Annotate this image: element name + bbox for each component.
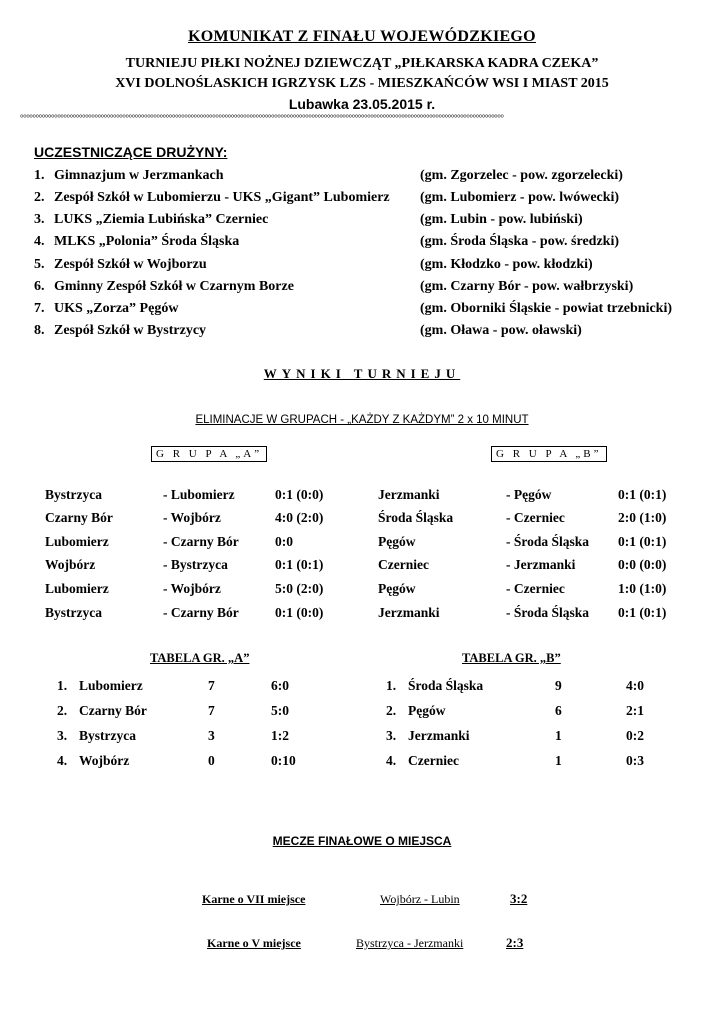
team-location: (gm. Lubomierz - pow. lwówecki) xyxy=(420,190,620,205)
match-home-team: Bystrzyca xyxy=(45,487,102,502)
match-away-team: - Jerzmanki xyxy=(506,557,576,572)
team-name: UKS „Zorza” Pęgów xyxy=(54,301,179,316)
match-home-team: Środa Śląska xyxy=(378,510,454,525)
final-match: Bystrzyca - Jerzmanki xyxy=(356,936,464,950)
team-name: Zespół Szkół w Lubomierzu - UKS „Gigant” Lubomierz xyxy=(54,190,390,205)
team-name: Zespół Szkół w Bystrzycy xyxy=(54,323,207,338)
tournament-name: TURNIEJU PIŁKI NOŻNEJ DZIEWCZĄT „PIŁKARSKA KADRA CZEKA” xyxy=(125,56,599,71)
match-away-team: - Lubomierz xyxy=(163,487,235,502)
elimination-heading: ELIMINACJE W GRUPACH - „KAŻDY Z KAŻDYM” 2 x 10 MINUT xyxy=(195,414,529,426)
table-goals: 1:2 xyxy=(271,728,289,743)
team-number: 3. xyxy=(34,212,45,227)
final-label: Karne o V miejsce xyxy=(207,936,301,950)
table-team: Jerzmanki xyxy=(408,728,470,743)
table-team: Lubomierz xyxy=(79,678,143,693)
match-away-team: - Bystrzyca xyxy=(163,557,228,572)
match-score: 0:1 (0:1) xyxy=(618,605,667,620)
team-name: Gminny Zespół Szkół w Czarnym Borze xyxy=(54,279,294,294)
match-score: 1:0 (1:0) xyxy=(618,581,667,596)
match-score: 0:1 (0:0) xyxy=(275,487,324,502)
team-name: MLKS „Polonia” Środa Śląska xyxy=(54,234,240,249)
match-score: 0:0 (0:0) xyxy=(618,557,667,572)
team-name: LUKS „Ziemia Lubińska” Czerniec xyxy=(54,212,269,227)
match-home-team: Pęgów xyxy=(378,581,416,596)
team-name: Gimnazjum w Jerzmankach xyxy=(54,168,224,183)
table-goals: 0:2 xyxy=(626,728,644,743)
match-score: 0:1 (0:1) xyxy=(618,487,667,502)
match-home-team: Jerzmanki xyxy=(378,487,440,502)
match-away-team: - Wojbórz xyxy=(163,510,221,525)
table-points: 0 xyxy=(208,753,215,768)
match-score: 0:1 (0:0) xyxy=(275,605,324,620)
match-score: 2:0 (1:0) xyxy=(618,510,667,525)
team-number: 8. xyxy=(34,323,45,338)
table-a-heading: TABELA GR. „A” xyxy=(150,651,250,665)
match-home-team: Jerzmanki xyxy=(378,605,440,620)
match-away-team: - Czarny Bór xyxy=(163,605,239,620)
table-team: Wojbórz xyxy=(79,753,130,768)
team-number: 7. xyxy=(34,301,45,316)
match-home-team: Wojbórz xyxy=(45,557,96,572)
team-location: (gm. Lubin - pow. lubiński) xyxy=(420,212,583,227)
group-b-label: G R U P A „B” xyxy=(491,446,607,462)
team-location: (gm. Czarny Bór - pow. wałbrzyski) xyxy=(420,279,634,294)
table-goals: 0:3 xyxy=(626,753,644,768)
separator-line: °°°°°°°°°°°°°°°°°°°°°°°°°°°°°°°°°°°°°°°°°°°°°°°°°°°°°°°°°°°°°°°°°°°°°°°°°°°°°°°°°°°°°°°°°°°°°°°°°°°°°°°°°°°°°°°°°°°°°°°°°°°°°°°°°°°°°°°°°°°°°°°°°°°°°°°°°°°° xyxy=(20,114,504,123)
table-team: Czerniec xyxy=(408,753,459,768)
table-points: 9 xyxy=(555,678,562,693)
teams-heading: UCZESTNICZĄCE DRUŻYNY: xyxy=(34,144,228,160)
match-home-team: Bystrzyca xyxy=(45,605,102,620)
table-points: 1 xyxy=(555,728,562,743)
table-goals: 5:0 xyxy=(271,703,289,718)
team-location: (gm. Oława - pow. oławski) xyxy=(420,323,582,338)
match-score: 0:1 (0:1) xyxy=(275,557,324,572)
team-location: (gm. Kłodzko - pow. kłodzki) xyxy=(420,257,593,272)
match-home-team: Lubomierz xyxy=(45,581,109,596)
document-title: KOMUNIKAT Z FINAŁU WOJEWÓDZKIEGO xyxy=(188,28,536,45)
match-score: 5:0 (2:0) xyxy=(275,581,324,596)
team-location: (gm. Oborniki Śląskie - powiat trzebnicki) xyxy=(420,301,673,316)
final-label: Karne o VII miejsce xyxy=(202,892,306,906)
team-location: (gm. Zgorzelec - pow. zgorzelecki) xyxy=(420,168,623,183)
team-entry xyxy=(34,257,694,275)
team-location: (gm. Środa Śląska - pow. średzki) xyxy=(420,234,620,249)
games-name: XVI DOLNOŚLASKICH IGRZYSK LZS - MIESZKAŃCÓW WSI I MIAST 2015 xyxy=(115,76,609,91)
table-position: 3. xyxy=(57,728,68,743)
team-name: Zespół Szkół w Wojborzu xyxy=(54,257,207,272)
match-away-team: - Czarny Bór xyxy=(163,534,239,549)
finals-heading: MECZE FINAŁOWE O MIEJSCA xyxy=(272,834,452,848)
match-away-team: - Środa Śląska xyxy=(506,534,590,549)
table-goals: 2:1 xyxy=(626,703,644,718)
table-goals: 4:0 xyxy=(626,678,644,693)
match-away-team: - Pęgów xyxy=(506,487,552,502)
team-number: 1. xyxy=(34,168,45,183)
table-team: Środa Śląska xyxy=(408,678,484,693)
table-team: Czarny Bór xyxy=(79,703,147,718)
table-position: 4. xyxy=(386,753,397,768)
match-home-team: Czarny Bór xyxy=(45,510,113,525)
table-goals: 0:10 xyxy=(271,753,296,768)
team-number: 5. xyxy=(34,257,45,272)
match-away-team: - Środa Śląska xyxy=(506,605,590,620)
table-team: Bystrzyca xyxy=(79,728,136,743)
team-entry xyxy=(34,212,694,230)
match-score: 0:1 (0:1) xyxy=(618,534,667,549)
match-home-team: Lubomierz xyxy=(45,534,109,549)
match-home-team: Pęgów xyxy=(378,534,416,549)
table-points: 1 xyxy=(555,753,562,768)
match-score: 0:0 xyxy=(275,534,293,549)
team-entry xyxy=(34,323,694,341)
match-score: 4:0 (2:0) xyxy=(275,510,324,525)
match-away-team: - Wojbórz xyxy=(163,581,221,596)
table-position: 1. xyxy=(57,678,68,693)
table-position: 3. xyxy=(386,728,397,743)
table-position: 2. xyxy=(57,703,68,718)
team-number: 4. xyxy=(34,234,45,249)
table-team: Pęgów xyxy=(408,703,446,718)
final-score: 3:2 xyxy=(510,891,528,906)
place-date: Lubawka 23.05.2015 r. xyxy=(288,96,436,112)
team-number: 2. xyxy=(34,190,45,205)
table-points: 3 xyxy=(208,728,215,743)
table-points: 6 xyxy=(555,703,562,718)
table-position: 1. xyxy=(386,678,397,693)
table-points: 7 xyxy=(208,703,215,718)
results-heading: WYNIKI TURNIEJU xyxy=(263,366,461,381)
final-match: Wojbórz - Lubin xyxy=(380,892,460,906)
table-position: 2. xyxy=(386,703,397,718)
group-a-label: G R U P A „A” xyxy=(151,446,267,462)
final-score: 2:3 xyxy=(506,935,524,950)
match-away-team: - Czerniec xyxy=(506,581,565,596)
table-points: 7 xyxy=(208,678,215,693)
table-goals: 6:0 xyxy=(271,678,289,693)
table-position: 4. xyxy=(57,753,68,768)
match-home-team: Czerniec xyxy=(378,557,429,572)
table-b-heading: TABELA GR. „B” xyxy=(462,651,561,665)
team-number: 6. xyxy=(34,279,45,294)
match-away-team: - Czerniec xyxy=(506,510,565,525)
